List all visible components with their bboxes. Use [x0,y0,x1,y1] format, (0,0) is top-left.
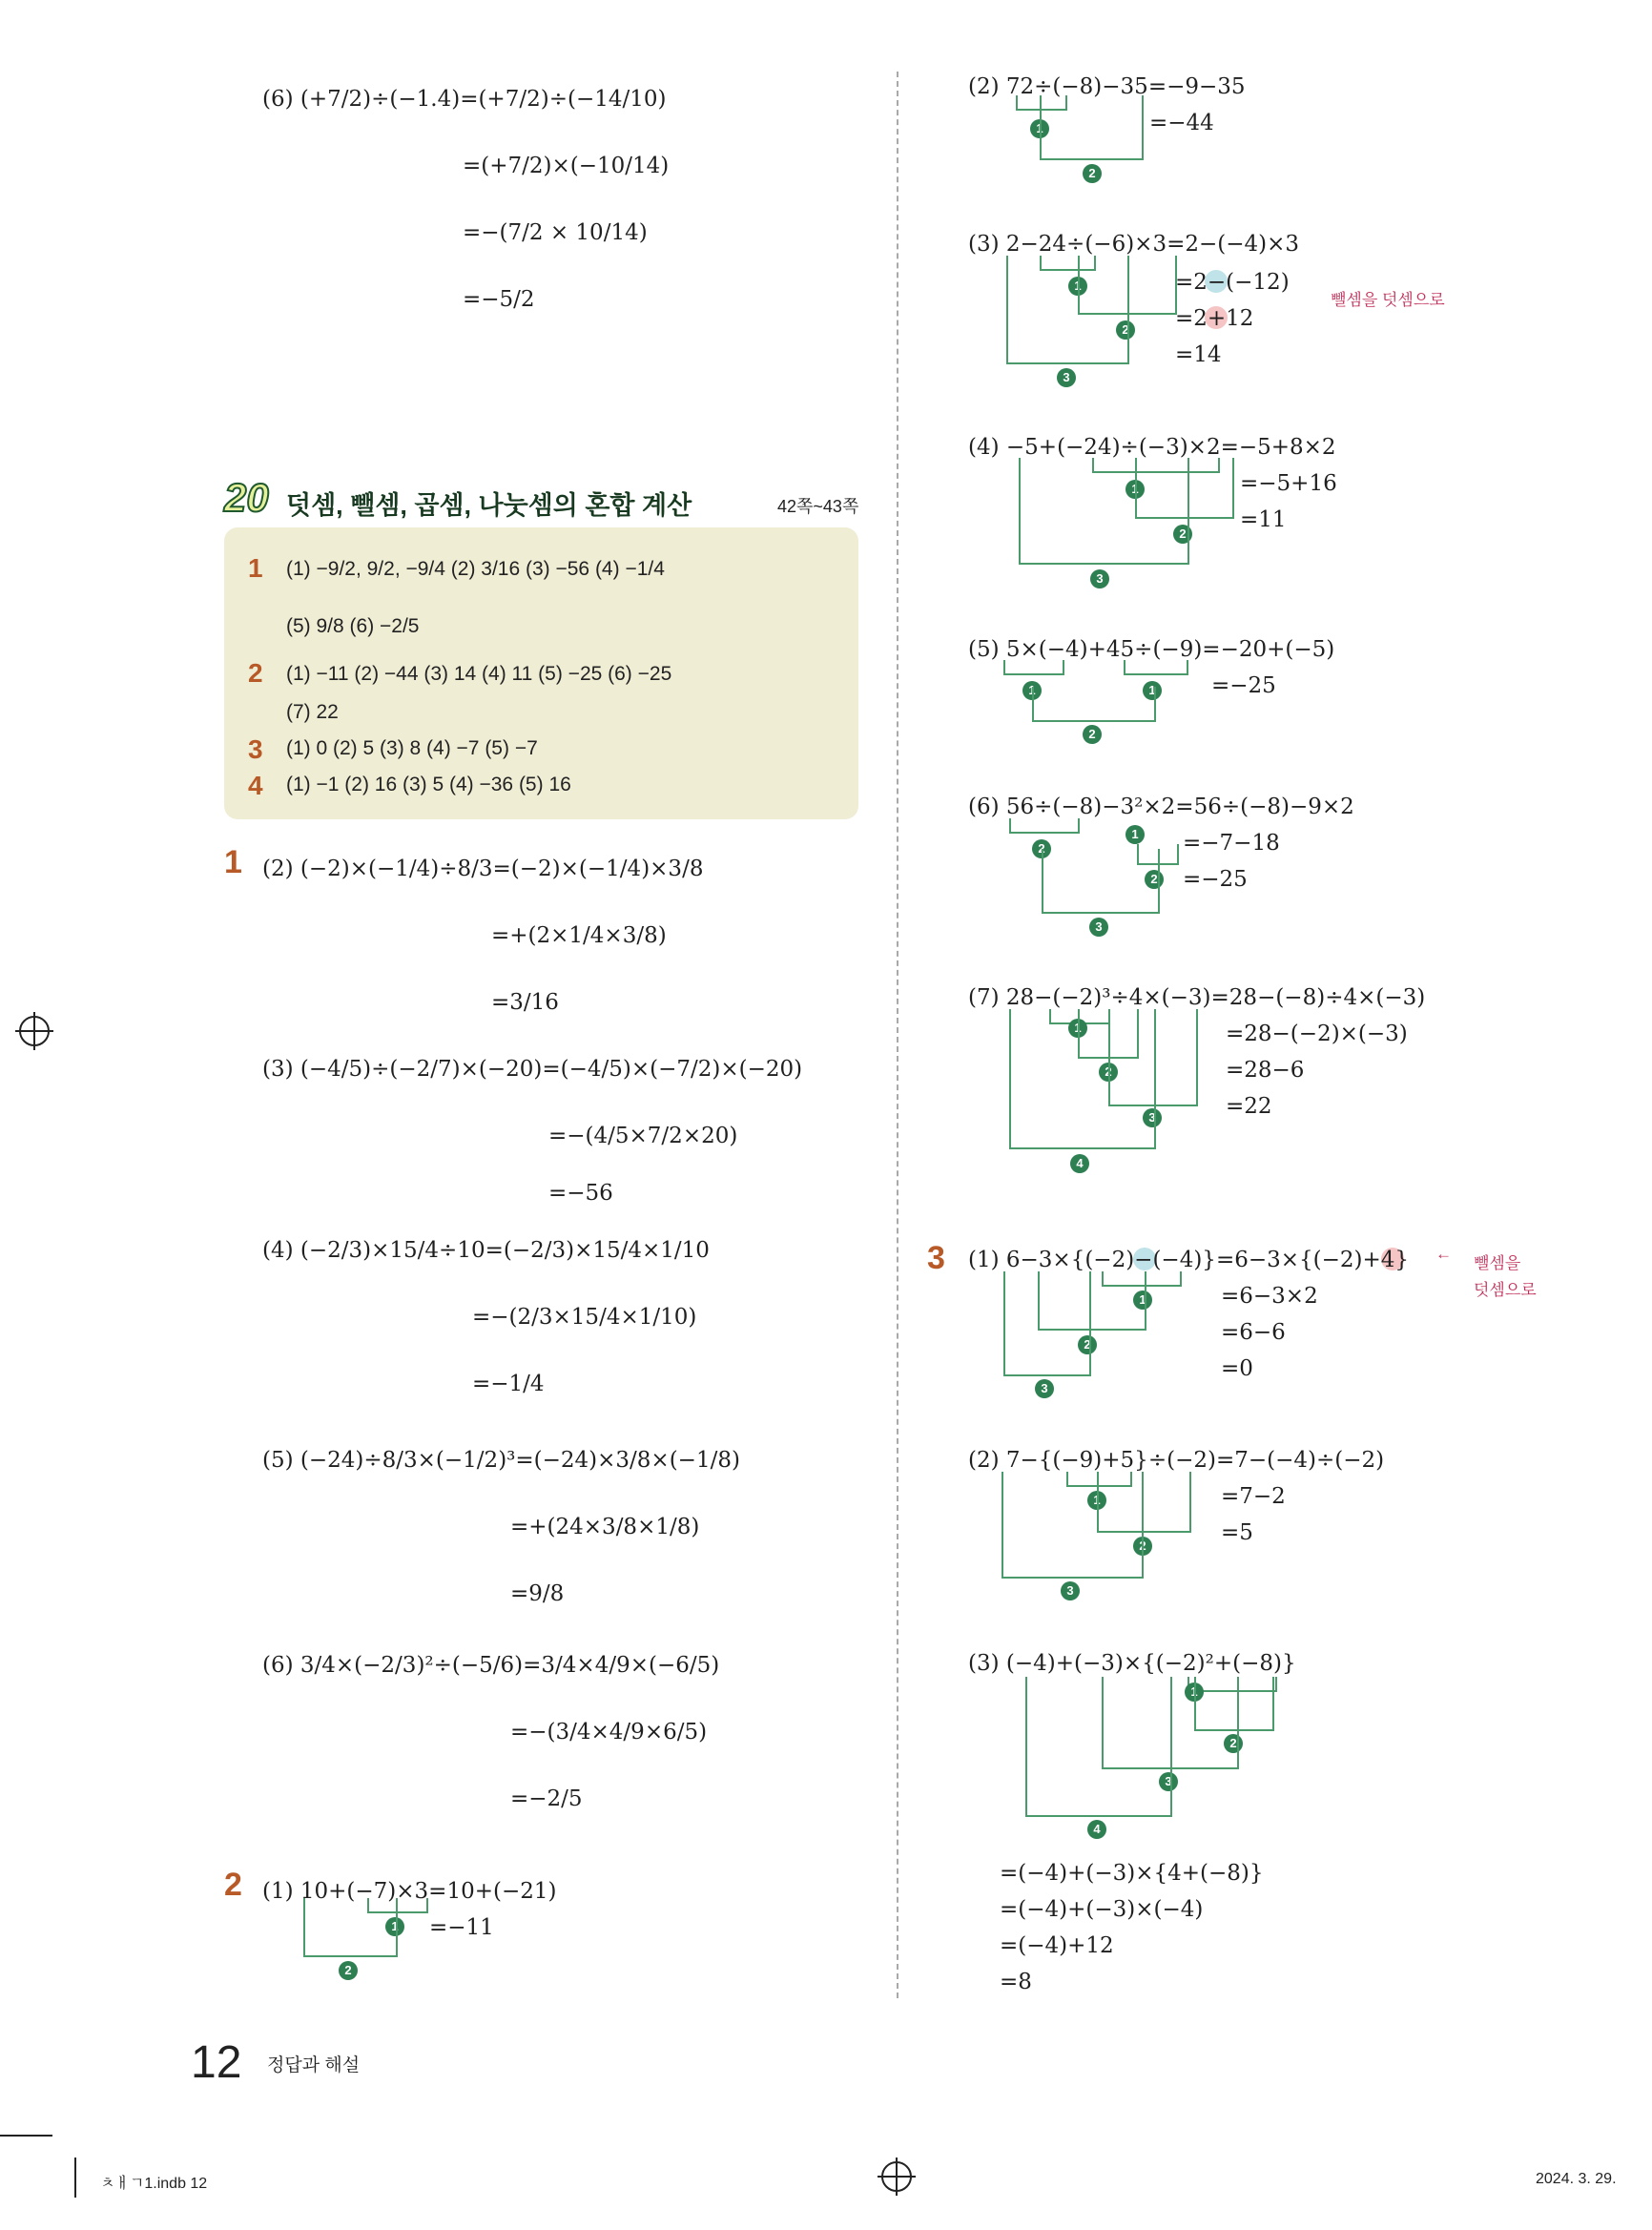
step-1-icon: 1 [1133,1291,1152,1310]
eq-line: =−2/5 [510,1786,583,1811]
order-bracket [1003,1271,1091,1376]
step-1-icon: 1 [1125,825,1145,844]
answer-line: (5) 9/8 (6) −2/5 [286,615,420,637]
eq-line: =3/16 [491,990,559,1015]
order-bracket [1009,1009,1156,1149]
eq-line: =(−4)+(−3)×{4+(−8)} [1000,1861,1264,1886]
eq-line: (5) 5×(−4)+45÷(−9)=−20+(−5) [968,637,1335,662]
eq-line: =6−6 [1221,1320,1286,1345]
eq-line: =8 [1000,1970,1032,1994]
eq-line: =28−(−2)×(−3) [1226,1022,1408,1046]
column-divider [897,72,898,1998]
step-1-icon: 1 [1087,1491,1106,1510]
answer-line: (1) −11 (2) −44 (3) 14 (4) 11 (5) −25 (6) −25 [286,663,672,685]
crop-mark [74,2158,76,2198]
step-1-icon: 1 [385,1917,404,1936]
eq-line: (6) 56÷(−8)−3²×2=56÷(−8)−9×2 [968,795,1354,819]
eq-line: (3) 2−24÷(−6)×3=2−(−4)×3 [968,232,1300,257]
eq-line: (2) 7−{(−9)+5}÷(−2)=7−(−4)÷(−2) [968,1448,1385,1473]
step-1-icon: 1 [1068,277,1087,296]
note-subtract-to-add: 뺄셈을 덧셈으로 [1331,291,1445,309]
eq-line: (1) 10+(−7)×3=10+(−21) [262,1879,557,1904]
step-1-icon: 1 [1185,1683,1204,1702]
eq-line: =−44 [1149,111,1214,135]
registration-mark-icon [881,2161,912,2192]
eq-line: =28−6 [1226,1058,1305,1083]
step-3-icon: 3 [1143,1108,1162,1127]
page-number: 12 [191,2037,242,2088]
section-badge: 20 [224,475,269,520]
step-2-icon: 2 [1083,725,1102,744]
step-4-icon: 4 [1070,1154,1089,1173]
order-bracket [1042,849,1160,914]
eq-line: =0 [1221,1356,1253,1381]
eq-line: =−1/4 [472,1372,545,1396]
order-bracket [1025,1677,1172,1817]
step-3-icon: 3 [1089,918,1108,937]
eq-line: =−56 [548,1181,613,1206]
eq-line: (7) 28−(−2)³÷4×(−3)=28−(−8)÷4×(−3) [968,985,1426,1010]
step-2-icon: 2 [1116,320,1135,340]
step-1-icon: 1 [1125,480,1145,499]
order-bracket [303,1898,398,1957]
eq-line: =−(3/4×4/9×6/5) [510,1720,708,1745]
eq-line: (4) −5+(−24)÷(−3)×2=−5+8×2 [968,435,1336,460]
answer-line: (1) −1 (2) 16 (3) 5 (4) −36 (5) 16 [286,774,571,795]
file-info: ㅊㅐㄱ1.indb 12 [100,2176,208,2192]
eq-line: (4) (−2/3)×15/4÷10=(−2/3)×15/4×1/10 [262,1238,710,1263]
answer-number: 3 [248,734,263,764]
eq-line: =(−4)+(−3)×(−4) [1000,1897,1204,1922]
order-bracket [1009,818,1080,834]
eq-line: =−25 [1183,867,1248,892]
eq-line: =5 [1221,1520,1253,1545]
note-subtract: 뺄셈을 [1474,1254,1521,1272]
step-2-icon: 2 [1145,870,1164,889]
eq-line: =2+12 [1175,306,1254,331]
eq-line: =2−(−12) [1175,270,1290,295]
answer-number: 4 [248,771,263,800]
step-1-icon: 1 [1030,119,1049,138]
step-2-icon: 2 [1083,164,1102,183]
eq-line: =22 [1226,1094,1272,1119]
eq-line: =−(4/5×7/2×20) [548,1124,738,1148]
step-2-icon: 2 [1032,839,1051,858]
eq-line: =−(2/3×15/4×1/10) [472,1305,697,1330]
step-3-icon: 3 [1035,1379,1054,1398]
step-3-icon: 3 [1057,368,1076,387]
answer-line: (1) 0 (2) 5 (3) 8 (4) −7 (5) −7 [286,737,538,759]
question-number: 1 [224,844,242,880]
footer-label: 정답과 해설 [267,2055,361,2075]
eq-line: =6−3×2 [1221,1284,1318,1309]
eq-line: =+(24×3/8×1/8) [510,1515,700,1539]
eq-line: =(−4)+12 [1000,1933,1114,1958]
answer-number: 2 [248,658,263,688]
step-3-icon: 3 [1090,569,1109,588]
step-2-icon: 2 [1133,1537,1152,1556]
step-3-icon: 3 [1159,1772,1178,1791]
eq-line: =−11 [429,1915,494,1940]
question-number: 3 [927,1240,945,1276]
step-1-icon: 1 [1022,681,1042,700]
eq-line: (6) 3/4×(−2/3)²÷(−5/6)=3/4×4/9×(−6/5) [262,1653,720,1678]
answer-number: 1 [248,553,263,583]
order-bracket [1040,95,1144,160]
eq-line: (5) (−24)÷8/3×(−1/2)³=(−24)×3/8×(−1/8) [262,1448,740,1473]
eq-line: (3) (−4)+(−3)×{(−2)²+(−8)} [968,1651,1296,1676]
eq-line: =−5+16 [1240,471,1337,496]
step-2-icon: 2 [1173,525,1192,544]
answer-line: (7) 22 [286,701,339,723]
order-bracket [1003,660,1064,675]
eq-line: =(+7/2)×(−10/14) [463,154,670,178]
step-1-icon: 1 [1068,1019,1087,1038]
eq-line: =14 [1175,342,1222,367]
order-bracket [1124,660,1188,675]
order-bracket [1032,687,1156,722]
eq-line: =−25 [1211,673,1276,698]
order-bracket [1002,1472,1144,1579]
registration-mark-icon [19,1016,50,1046]
section-title: 덧셈, 뺄셈, 곱셈, 나눗셈의 혼합 계산 [286,491,692,520]
eq-line: =11 [1240,507,1287,532]
eq-line: =−7−18 [1183,831,1280,856]
section-pages: 42쪽~43쪽 [777,497,859,516]
step-2-icon: 2 [1099,1063,1118,1082]
eq-line: (2) (−2)×(−1/4)÷8/3=(−2)×(−1/4)×3/8 [262,857,704,881]
eq-line: (3) (−4/5)÷(−2/7)×(−20)=(−4/5)×(−7/2)×(−20) [262,1057,803,1082]
print-date: 2024. 3. 29. [1536,2171,1617,2187]
eq-line: =+(2×1/4×3/8) [491,923,667,948]
eq-line: (2) 72÷(−8)−35=−9−35 [968,74,1246,99]
step-4-icon: 4 [1087,1820,1106,1839]
eq-line: =−5/2 [463,287,535,312]
eq-line: (1) 6−3×{(−2)−(−4)}=6−3×{(−2)+4} [968,1248,1410,1272]
step-2-icon: 2 [1224,1734,1243,1753]
crop-mark [0,2135,52,2137]
question-number: 2 [224,1867,242,1903]
step-3-icon: 3 [1061,1581,1080,1600]
eq-line: =7−2 [1221,1484,1286,1509]
arrow-note: ← [1435,1245,1452,1263]
order-bracket [1019,458,1189,565]
note-to-add: 덧셈으로 [1474,1281,1537,1299]
eq-line: =9/8 [510,1581,565,1606]
order-bracket [1006,256,1129,364]
step-2-icon: 2 [1078,1335,1097,1354]
answer-line: (1) −9/2, 9/2, −9/4 (2) 3/16 (3) −56 (4) −1/4 [286,558,665,580]
step-2-icon: 2 [339,1961,358,1980]
eq-line: =−(7/2 × 10/14) [463,220,648,245]
step-1-icon: 1 [1143,681,1162,700]
eq-line: (6) (+7/2)÷(−1.4)=(+7/2)÷(−14/10) [262,87,667,112]
